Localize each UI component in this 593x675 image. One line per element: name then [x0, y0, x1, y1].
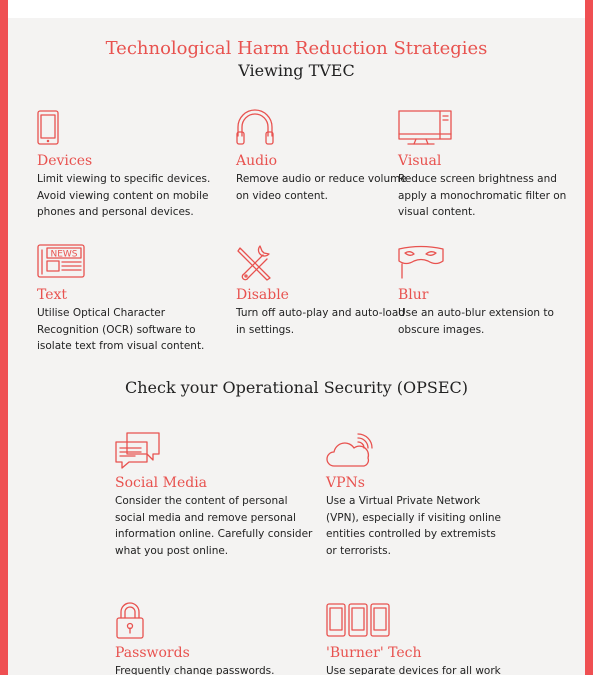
visual-item: [398, 110, 578, 221]
disable-heading: Disable: [236, 287, 289, 303]
blur-heading: Blur: [398, 287, 429, 303]
phone-icon: [37, 110, 97, 150]
opsec-heading: Check your Operational Security (OPSEC): [125, 378, 468, 397]
audio-heading: Audio: [236, 153, 277, 169]
vpns-heading: VPNs: [326, 475, 365, 491]
page-title: Technological Harm Reduction Strategies: [105, 38, 488, 59]
wrench-screwdriver-icon: [236, 244, 296, 284]
burner-tech-item: [326, 602, 516, 675]
audio-item: [236, 110, 416, 204]
blur-description: Use an auto-blur extension to obscure images.: [398, 307, 554, 336]
eye-mask-icon: [398, 244, 458, 284]
padlock-icon: [115, 602, 175, 642]
burner-tech-heading: 'Burner' Tech: [326, 645, 422, 661]
disable-description: Turn off auto-play and auto-load in settings.: [236, 307, 405, 336]
chat-bubbles-icon: [115, 432, 175, 472]
newspaper-icon-label: NEWS: [50, 249, 78, 260]
infographic-page: [8, 0, 585, 675]
audio-description: Remove audio or reduce volume on video content.: [236, 173, 407, 202]
burner-tech-description: Use separate devices for all work: [326, 665, 501, 675]
devices-description: Limit viewing to specific devices. Avoid viewing content on mobile phones and personal devices.: [37, 173, 211, 218]
visual-description: Reduce screen brightness and apply a monochromatic filter on visual content.: [398, 173, 567, 218]
social-media-heading: Social Media: [115, 475, 208, 491]
vpns-item: [326, 432, 501, 559]
disable-item: [236, 244, 416, 338]
page-subtitle: Viewing TVEC: [238, 61, 355, 80]
passwords-item: [115, 602, 315, 675]
passwords-description: Frequently change passwords.: [115, 665, 275, 675]
vpns-description: Use a Virtual Private Network (VPN), especially if visiting online entities controlled by extremists or terrorists.: [326, 495, 501, 557]
newspaper-icon: [37, 244, 97, 284]
cloud-wifi-icon: [326, 432, 386, 472]
text-heading: Text: [37, 287, 68, 303]
social-media-item: [115, 432, 315, 559]
devices-heading: Devices: [37, 153, 93, 169]
multiple-devices-icon: [326, 602, 386, 642]
text-item: [37, 244, 217, 355]
headphones-icon: [236, 110, 296, 150]
blur-item: [398, 244, 578, 338]
text-description: Utilise Optical Character Recognition (OCR) software to isolate text from visual content.: [37, 307, 205, 352]
passwords-heading: Passwords: [115, 645, 190, 661]
desktop-computer-icon: [398, 110, 458, 150]
devices-item: [37, 110, 217, 221]
social-media-description: Consider the content of personal social media and remove personal information online. Carefully consider what you post online.: [115, 495, 313, 557]
visual-heading: Visual: [398, 153, 442, 169]
top-strip: [8, 0, 585, 18]
